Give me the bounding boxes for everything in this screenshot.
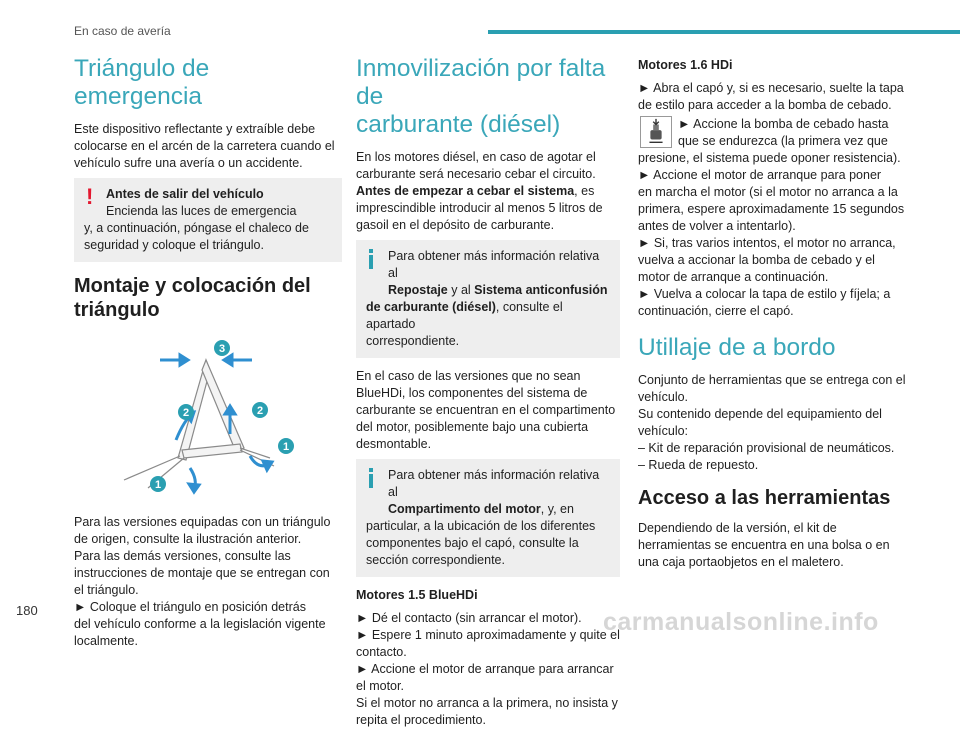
list-item: – Kit de reparación provisional de neumáticos. [638, 441, 895, 455]
step-line: vuelva a accionar la bomba de cebado y el [638, 253, 875, 267]
column-2 [356, 55, 620, 735]
link-engine-compartment[interactable]: Compartimento del motor [388, 502, 541, 516]
column-3 [638, 55, 910, 577]
info-text: y al [447, 283, 475, 297]
intro-paragraph [74, 121, 342, 172]
diagram-label: 1 [282, 441, 290, 453]
title-onboard-tools: Utillaje de a bordo [638, 334, 836, 361]
info-box-engine-compartment [356, 459, 620, 577]
body-line: el triángulo. [74, 583, 139, 597]
access-paragraph [638, 520, 910, 571]
info-icon [369, 249, 373, 269]
step-line: ► Espere 1 minuto aproximadamente y quite el [356, 628, 620, 642]
body-line: En los motores diésel, en caso de agotar el [356, 150, 596, 164]
intro-line: vehículo sufre una avería o un accidente. [74, 156, 303, 170]
subtitle-assembly [74, 274, 342, 322]
link-misfuel-prevention[interactable]: Sistema anticonfusión [474, 283, 608, 297]
body-line: Para las versiones equipadas con un triángulo [74, 515, 331, 529]
title-line: carburante (diésel) [356, 111, 561, 138]
warning-line: Encienda las luces de emergencia [106, 204, 297, 218]
priming-pump-step [638, 116, 910, 150]
body-line: carburante será necesario cebar el circuito. [356, 167, 596, 181]
step-line: repita el procedimiento. [356, 713, 486, 727]
body-line: del vehículo conforme a la legislación vigente [74, 617, 326, 631]
intro-line: colocarse en el arcén de la carretera cuando el [74, 139, 335, 153]
warning-line: y, a continuación, póngase el chaleco de [84, 221, 309, 235]
body-line: herramientas se encuentra en una bolsa o en [638, 538, 890, 552]
diagram-label: 1 [154, 479, 162, 491]
step-line: ► Si, tras varios intentos, el motor no arranca, [638, 236, 896, 250]
intro-line: Este dispositivo reflectante y extraíble debe [74, 122, 316, 136]
link-refuelling[interactable]: Repostaje [388, 283, 448, 297]
step-line: continuación, cierre el capó. [638, 304, 794, 318]
subheading-16-hdi: Motores 1.6 HDi [638, 58, 733, 72]
body-text: , es [574, 184, 595, 198]
info-line: componentes bajo el capó, consulte la [366, 536, 579, 550]
priming-paragraph [356, 149, 620, 234]
body-line: Para las demás versiones, consulte las [74, 549, 291, 563]
body-line: localmente. [74, 634, 138, 648]
info-icon [369, 468, 373, 488]
warning-icon: ! [86, 184, 94, 209]
priming-pump-icon [640, 116, 672, 148]
info-line: correspondiente. [366, 334, 460, 348]
info-line: particular, a la ubicación de los diferentes [366, 519, 596, 533]
warning-line: seguridad y coloque el triángulo. [84, 238, 264, 252]
step-line: ► Vuelva a colocar la tapa de estilo y fíjela; a [638, 287, 891, 301]
bluehdi-steps [356, 610, 620, 729]
header-accent-bar [488, 30, 960, 34]
diagram-label: 3 [218, 343, 226, 355]
step-line: el motor. [356, 679, 404, 693]
body-line: BlueHDi, los componentes del sistema de [356, 386, 588, 400]
bold-phrase: Antes de empezar a cebar el sistema [356, 184, 575, 198]
title-emergency-triangle: Triángulo de emergencia [74, 55, 210, 110]
step-line: motor de arranque a continuación. [638, 270, 829, 284]
hdi-steps [638, 150, 910, 320]
step-line: en marcha el motor (si el motor no arranca a la [638, 185, 898, 199]
body-line: ► Coloque el triángulo en posición detrás [74, 600, 306, 614]
body-line: carburante se encuentran en el compartimento [356, 403, 616, 417]
body-line: Conjunto de herramientas que se entrega con el [638, 373, 906, 387]
step-line: contacto. [356, 645, 407, 659]
warning-box [74, 178, 342, 262]
subtitle-line: Montaje y colocación del [74, 275, 311, 297]
info-line: Para obtener más información relativa al [388, 468, 600, 499]
body-line: En el caso de las versiones que no sean [356, 369, 581, 383]
body-line: imprescindible introducir al menos 5 litros de [356, 201, 603, 215]
body-line: instrucciones de montaje que se entregan con [74, 566, 330, 580]
step-line: ► Abra el capó y, si es necesario, suelte la tapa [638, 81, 904, 95]
body-line: gasoil en el depósito de carburante. [356, 218, 555, 232]
diagram-label: 2 [182, 407, 190, 419]
subheading-15-bluehdi: Motores 1.5 BlueHDi [356, 588, 478, 602]
step-line: ► Accione el motor de arranque para poner [638, 168, 882, 182]
step-line: primera, espere aproximadamente 15 segundos [638, 202, 905, 216]
info-box-refuelling [356, 240, 620, 358]
body-line: de origen, consulte la ilustración anterior. [74, 532, 302, 546]
triangle-assembly-diagram [94, 340, 294, 500]
step-line: ► Dé el contacto (sin arrancar el motor). [356, 611, 582, 625]
step-line: de estilo para acceder a la bomba de cebado. [638, 98, 892, 112]
title-fuel-immobilisation [356, 55, 620, 139]
column-1 [74, 55, 342, 656]
title-line: Inmovilización por falta de [356, 55, 606, 110]
body-line: vehículo. [638, 390, 689, 404]
subtitle-tool-access: Acceso a las herramientas [638, 487, 891, 509]
subtitle-line: triángulo [74, 299, 160, 321]
step-line: antes de volver a intentarlo). [638, 219, 796, 233]
watermark: carmanualsonline.info [603, 608, 879, 636]
diagram-label: 2 [256, 405, 264, 417]
step-line: Si el motor no arranca a la primera, no insista y [356, 696, 618, 710]
step-line: que se endurezca (la primera vez que [678, 134, 888, 148]
body-line: Su contenido depende del equipamiento del [638, 407, 882, 421]
warning-heading: Antes de salir del vehículo [106, 187, 264, 201]
tools-paragraph [638, 372, 910, 474]
info-line: Para obtener más información relativa al [388, 249, 600, 280]
step-line: ► Accione la bomba de cebado hasta [678, 117, 889, 131]
assembly-instructions [74, 514, 342, 650]
body-line: una caja portaobjetos en el maletero. [638, 555, 844, 569]
hdi-step-1 [638, 80, 910, 114]
body-line: desmontable. [356, 437, 432, 451]
body-line: vehículo: [638, 424, 689, 438]
link-misfuel-prevention-cont[interactable]: de carburante (diésel) [366, 300, 496, 314]
page-number: 180 [16, 603, 38, 618]
body-line: del motor, posiblemente bajo una cubierta [356, 420, 589, 434]
step-line: ► Accione el motor de arranque para arrancar [356, 662, 614, 676]
info-line: sección correspondiente. [366, 553, 505, 567]
info-text: , y, en [540, 502, 574, 516]
body-line: Dependiendo de la versión, el kit de [638, 521, 837, 535]
page-header-section: En caso de avería [74, 24, 171, 38]
info-text: , consulte el apartado [366, 300, 563, 331]
step-line: presione, el sistema puede oponer resistencia). [638, 151, 901, 165]
components-paragraph [356, 368, 620, 453]
list-item: – Rueda de repuesto. [638, 458, 759, 472]
